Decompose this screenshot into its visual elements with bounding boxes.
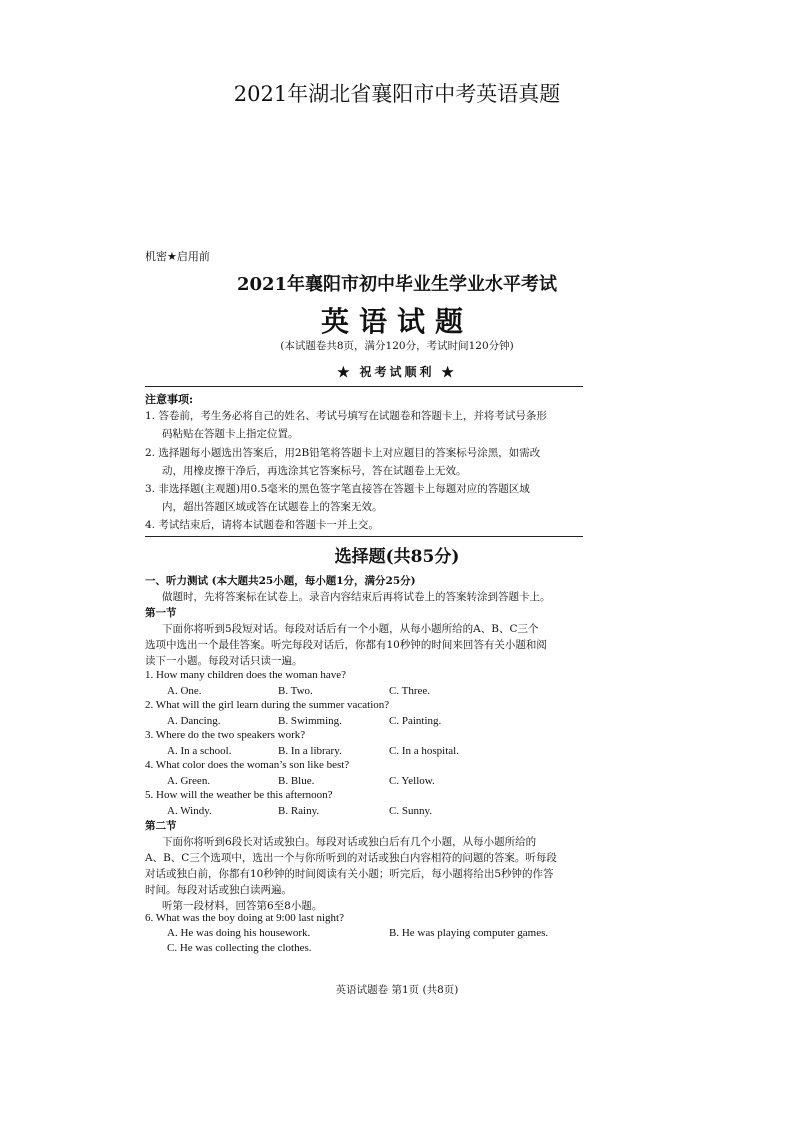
question-3: 3. Where do the two speakers work?	[145, 729, 306, 741]
sub1-instruction: 选项中选出一个最佳答案。听完每段对话后，你都有10秒钟的时间来回答有关小题和阅	[145, 639, 547, 651]
sub1-instruction: 读下一小题。每段对话只读一遍。	[145, 655, 303, 667]
sub1-heading: 第一节	[145, 607, 177, 619]
option-b: B. Blue.	[278, 775, 315, 787]
option-a: A. Green.	[167, 775, 211, 787]
notice-line: 内，超出答题区域或答在试题卷上的答案无效。	[162, 501, 383, 513]
sub2-instruction: 下面你将听到6段长对话或独白。每段对话或独白后有几个小题，从每小题所给的	[162, 836, 537, 848]
question-5: 5. How will the weather be this afternoon?	[145, 789, 333, 801]
question-1: 1. How many children does the woman have?	[145, 669, 346, 681]
sub2-heading: 第二节	[145, 820, 177, 832]
sub1-instruction: 下面你将听到5段短对话。每段对话后有一个小题，从每小题所给的A、B、C三个	[162, 623, 539, 635]
sub2-instruction: 时间。每段对话或独白读两遍。	[145, 884, 292, 896]
notice-line: 1. 答卷前，考生务必将自己的姓名、考试号填写在试题卷和答题卡上，并将考试号条形	[145, 410, 547, 422]
option-c: C. He was collecting the clothes.	[167, 942, 312, 954]
option-a: A. Windy.	[167, 805, 212, 817]
notice-heading: 注意事项:	[145, 393, 194, 406]
question-4: 4. What color does the woman’s son like best?	[145, 759, 350, 771]
option-c: C. Sunny.	[389, 805, 432, 817]
divider-top	[145, 386, 583, 387]
exam-info: (本试题卷共8页，满分120分，考试时间120分钟)	[280, 340, 514, 352]
question-2: 2. What will the girl learn during the summer vacation?	[145, 699, 390, 711]
subject-title: 英语试题	[320, 305, 473, 338]
option-c: C. In a hospital.	[389, 745, 459, 757]
document-title: 2021年湖北省襄阳市中考英语真题	[233, 82, 561, 106]
option-b: B. Rainy.	[278, 805, 320, 817]
confidential-mark: 机密★启用前	[145, 250, 210, 263]
material-note: 听第一段材料，回答第6至8小题。	[162, 900, 323, 912]
option-a: A. One.	[167, 685, 202, 697]
good-luck-banner: ★ 祝考试顺利 ★	[337, 365, 457, 379]
option-b: B. In a library.	[278, 745, 342, 757]
divider-bottom	[145, 536, 583, 537]
option-a: A. Dancing.	[167, 715, 221, 727]
sub2-instruction: A、B、C三个选项中，选出一个与你所听到的对话或独白内容相符的问题的答案。听每段	[145, 852, 557, 864]
notice-line: 4. 考试结束后，请将本试题卷和答题卡一并上交。	[145, 519, 379, 531]
section-title: 选择题(共85分)	[334, 547, 460, 567]
page-footer: 英语试题卷 第1页 (共8页)	[335, 984, 459, 996]
option-c: C. Three.	[389, 685, 431, 697]
notice-line: 3. 非选择题(主观题)用0.5毫米的黑色签字笔直接答在答题卡上每题对应的答题区域	[145, 483, 530, 495]
part1-heading: 一、听力测试 (本大题共25小题，每小题1分，满分25分)	[145, 575, 416, 587]
option-b: B. Swimming.	[278, 715, 342, 727]
notice-line: 码粘贴在答题卡上指定位置。	[162, 428, 299, 440]
part1-instruction: 做题时，先将答案标在试卷上。录音内容结束后再将试卷上的答案转涂到答题卡上。	[162, 591, 551, 603]
sub2-instruction: 对话或独白前，你都有10秒钟的时间阅读有关小题；听完后，每小题将给出5秒钟的作答	[145, 868, 554, 880]
option-b: B. Two.	[278, 685, 313, 697]
option-c: C. Painting.	[389, 715, 442, 727]
notice-line: 动，用橡皮擦干净后，再选涂其它答案标号，答在试题卷上无效。	[162, 465, 467, 477]
option-a: A. He was doing his housework.	[167, 927, 311, 939]
option-a: A. In a school.	[167, 745, 232, 757]
question-6: 6. What was the boy doing at 9:00 last night?	[145, 912, 344, 924]
option-c: C. Yellow.	[389, 775, 435, 787]
exam-title: 2021年襄阳市初中毕业生学业水平考试	[236, 274, 558, 295]
option-b: B. He was playing computer games.	[389, 927, 549, 939]
notice-line: 2. 选择题每小题选出答案后，用2B铅笔将答题卡上对应题目的答案标号涂黑，如需改	[145, 447, 541, 459]
